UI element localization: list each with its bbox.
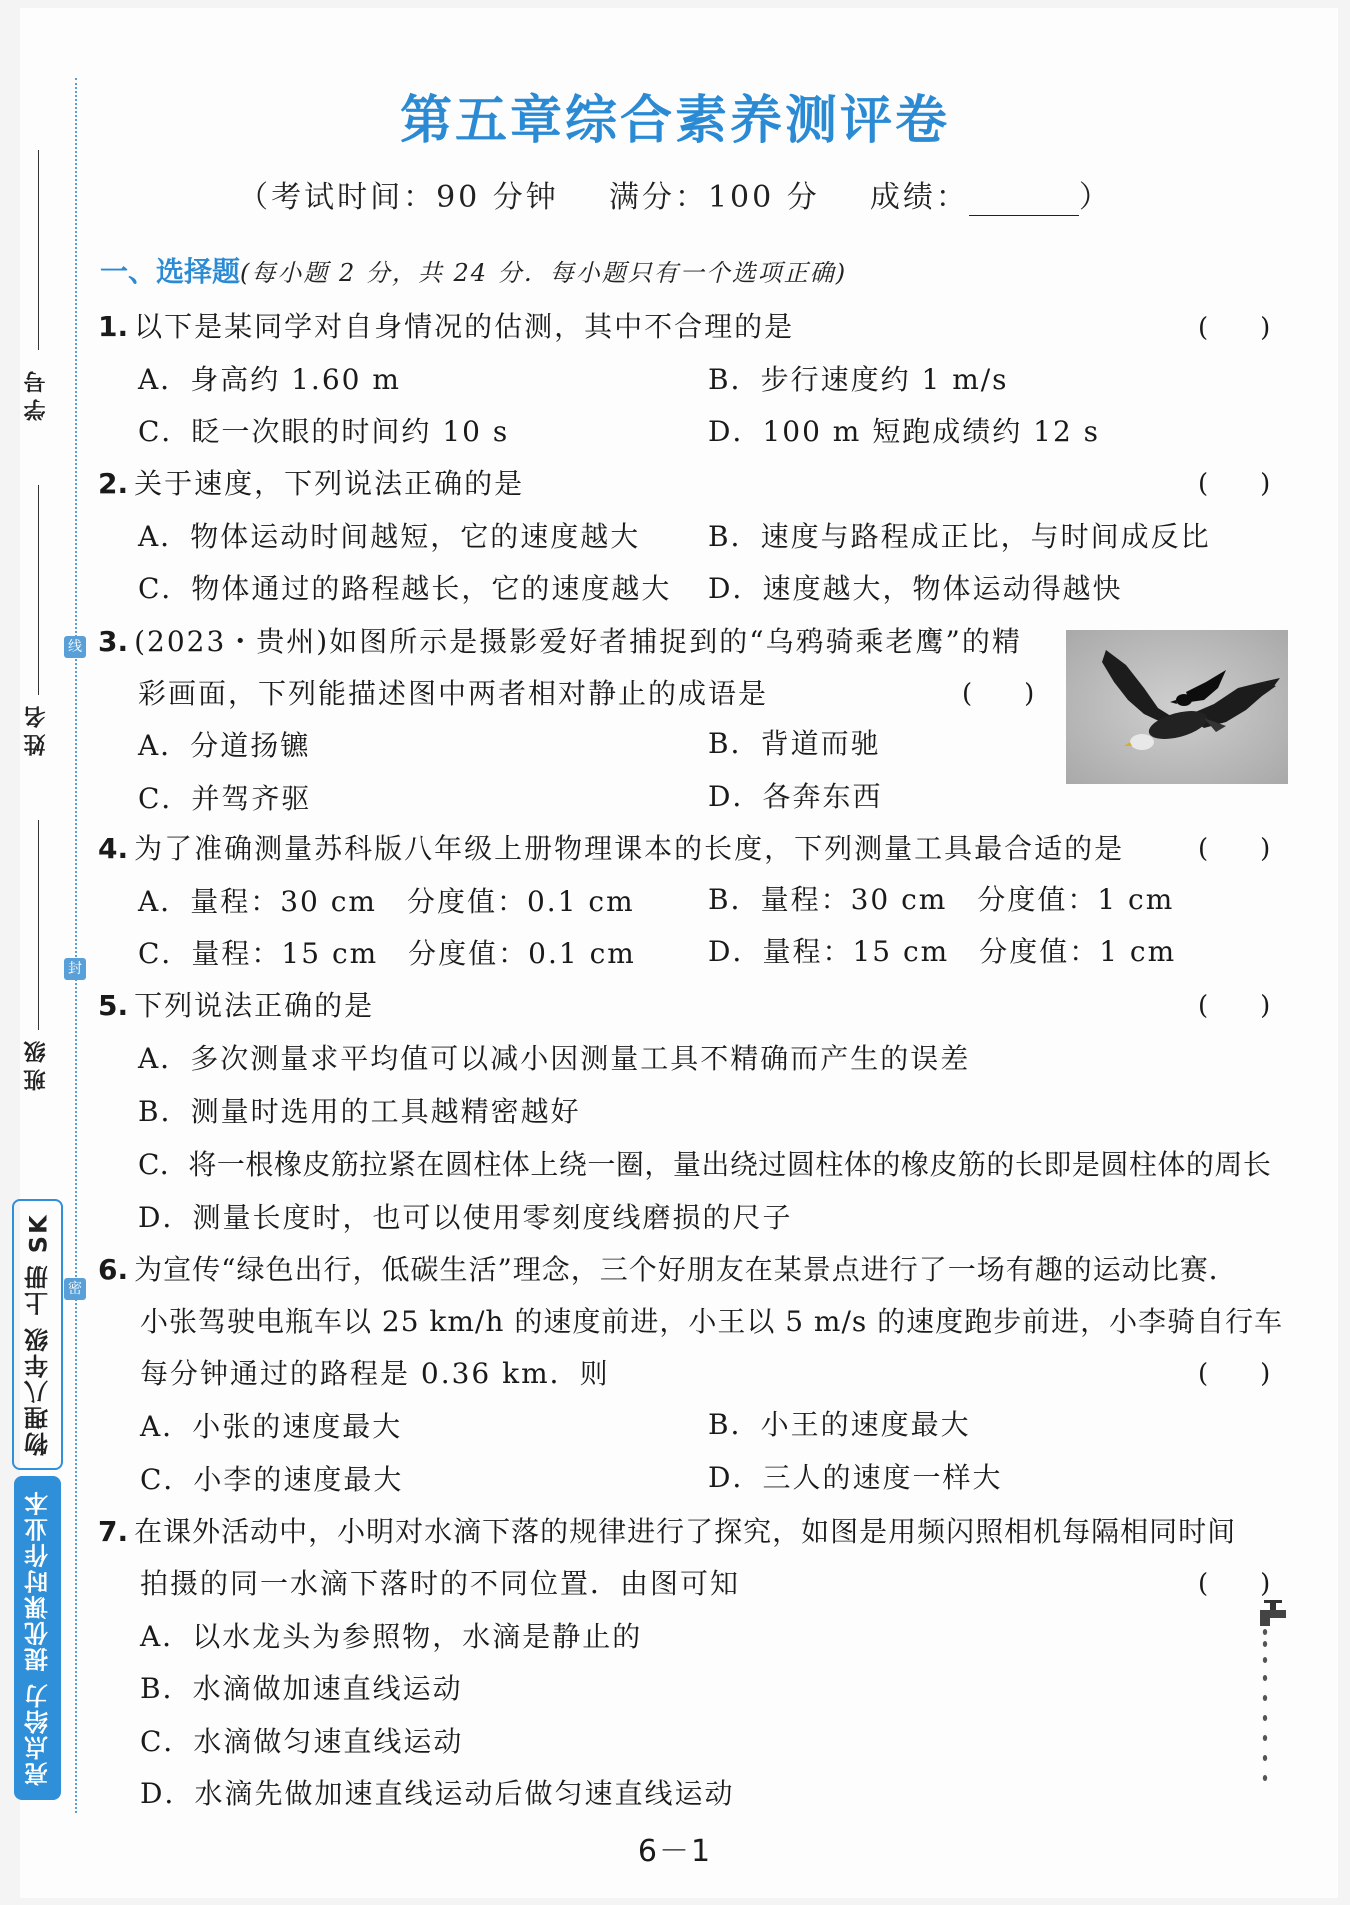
exam-info <box>0 172 1350 216</box>
page-title: 第五章综合素养测评卷 <box>399 91 950 151</box>
option-1b: B．步行速度约 1 m/s <box>708 363 1009 396</box>
question-3-stem-cont: 彩画面，下列能描述图中两者相对静止的成语是 <box>138 677 769 710</box>
question-5-stem <box>98 984 374 1024</box>
option-7a: A．以水龙头为参照物，水滴是静止的 <box>140 1620 643 1653</box>
class-blank[interactable] <box>38 820 39 1030</box>
option-7b: B．水滴做加速直线运动 <box>140 1672 463 1705</box>
option-3a: A．分道扬镳 <box>138 729 311 762</box>
option-2b: B．速度与路程成正比，与时间成反比 <box>708 520 1211 553</box>
question-number: 3. <box>98 625 129 658</box>
book-series-bar <box>18 1160 58 1800</box>
option-3d: D．各奔东西 <box>708 780 883 813</box>
question-2-stem <box>98 462 524 502</box>
exam-time: （考试时间：90 分钟 <box>238 180 559 215</box>
option-5a: A．多次测量求平均值可以减小因测量工具不精确而产生的误差 <box>138 1042 971 1075</box>
section-heading <box>100 250 847 290</box>
question-7-stem-cont: 拍摄的同一水滴下落时的不同位置．由图可知 <box>140 1567 741 1600</box>
exam-full-score: 满分：100 分 <box>608 180 820 215</box>
question-text: 关于速度，下列说法正确的是 <box>134 467 525 500</box>
option-5c: C．将一根橡皮筋拉紧在圆柱体上绕一圈，量出绕过圆柱体的橡皮筋的长即是圆柱体的周长 <box>138 1148 1272 1181</box>
book-grade: 物理八年级 上册 SK <box>13 1199 64 1470</box>
option-2a: A．物体运动时间越短，它的速度越大 <box>138 520 641 553</box>
question-text: 下列说法正确的是 <box>134 989 375 1022</box>
question-number: 4. <box>98 832 129 865</box>
question-7-stem <box>98 1510 1236 1550</box>
answer-paren-2[interactable]: ( ) <box>1198 469 1271 499</box>
answer-paren-5[interactable]: ( ) <box>1198 991 1271 1021</box>
crow-eagle-photo <box>1066 630 1288 784</box>
question-1-stem <box>98 305 794 345</box>
answer-paren-7[interactable]: ( ) <box>1198 1569 1271 1599</box>
question-text: 以下是某同学对自身情况的估测，其中不合理的是 <box>134 310 795 343</box>
option-4d: D．量程：15 cm 分度值：1 cm <box>708 935 1177 968</box>
option-6d: D．三人的速度一样大 <box>708 1461 1003 1494</box>
name-label: 姓名 <box>23 700 49 756</box>
faucet-drip-figure <box>1250 1598 1300 1798</box>
option-3c: C．并驾齐驱 <box>138 782 312 815</box>
question-6-stem-cont2: 每分钟通过的路程是 0.36 km．则 <box>140 1357 610 1390</box>
question-3-stem <box>98 620 1022 660</box>
seal-mark-xian: 线 <box>64 636 86 658</box>
question-number: 6. <box>98 1253 129 1286</box>
score-blank[interactable] <box>969 187 1079 216</box>
question-number: 1. <box>98 310 129 343</box>
seal-mark-mi: 密 <box>64 1278 86 1300</box>
binding-line <box>75 78 77 1813</box>
option-2d: D．速度越大，物体运动得越快 <box>708 572 1123 605</box>
option-5d: D．测量长度时，也可以使用零刻度线磨损的尺子 <box>138 1201 793 1234</box>
option-6c: C．小李的速度最大 <box>140 1463 404 1496</box>
seal-mark-feng: 封 <box>64 958 86 980</box>
option-6a: A．小张的速度最大 <box>140 1410 403 1443</box>
option-1c: C．眨一次眼的时间约 10 s <box>138 415 510 448</box>
option-4c: C．量程：15 cm 分度值：0.1 cm <box>138 937 636 970</box>
question-4-stem <box>98 827 1124 867</box>
question-number: 2. <box>98 467 129 500</box>
option-1d: D．100 m 短跑成绩约 12 s <box>708 415 1101 448</box>
book-brand: 亮点给力 提优课时作业本 <box>15 1476 62 1800</box>
question-6-stem <box>98 1248 1238 1288</box>
option-3b: B．背道而驰 <box>708 727 881 760</box>
page-number: 6－1 <box>637 1834 713 1869</box>
exam-info-close: ） <box>1078 180 1112 215</box>
answer-paren-4[interactable]: ( ) <box>1198 834 1271 864</box>
option-7c: C．水滴做匀速直线运动 <box>140 1725 464 1758</box>
section-note: (每小题 2 分，共 24 分．每小题只有一个选项正确) <box>240 259 848 287</box>
class-label: 班级 <box>23 1035 49 1091</box>
question-text: 在课外活动中，小明对水滴下落的规律进行了探究，如图是用频闪照相机每隔相同时间 <box>134 1515 1237 1548</box>
crow-riding-eagle-image <box>1066 630 1288 784</box>
question-text: 为了准确测量苏科版八年级上册物理课本的长度，下列测量工具最合适的是 <box>134 832 1125 865</box>
section-title: 一、选择题 <box>100 255 241 288</box>
question-text: 为宣传“绿色出行，低碳生活”理念，三个好朋友在某景点进行了一场有趣的运动比赛． <box>134 1253 1238 1286</box>
student-no-label: 学号 <box>23 365 49 421</box>
answer-paren-1[interactable]: ( ) <box>1198 313 1271 343</box>
name-blank[interactable] <box>38 485 39 695</box>
question-number: 5. <box>98 989 129 1022</box>
option-2c: C．物体通过的路程越长，它的速度越大 <box>138 572 672 605</box>
faucet-icon <box>1250 1598 1300 1798</box>
exam-score-label: 成绩： <box>869 180 969 215</box>
option-7d: D．水滴先做加速直线运动后做匀速直线运动 <box>140 1777 735 1810</box>
option-4b: B．量程：30 cm 分度值：1 cm <box>708 883 1175 916</box>
answer-paren-6[interactable]: ( ) <box>1198 1359 1271 1389</box>
question-6-stem-cont: 小张驾驶电瓶车以 25 km/h 的速度前进，小王以 5 m/s 的速度跑步前进，小李骑自行车 <box>140 1305 1284 1338</box>
question-text: (2023・贵州)如图所示是摄影爱好者捕捉到的“乌鸦骑乘老鹰”的精 <box>134 625 1022 658</box>
answer-paren-3[interactable]: ( ) <box>962 679 1035 709</box>
option-4a: A．量程：30 cm 分度值：0.1 cm <box>138 885 635 918</box>
question-number: 7. <box>98 1515 129 1548</box>
option-1a: A．身高约 1.60 m <box>138 363 401 396</box>
option-5b: B．测量时选用的工具越精密越好 <box>138 1095 581 1128</box>
option-6b: B．小王的速度最大 <box>708 1408 971 1441</box>
